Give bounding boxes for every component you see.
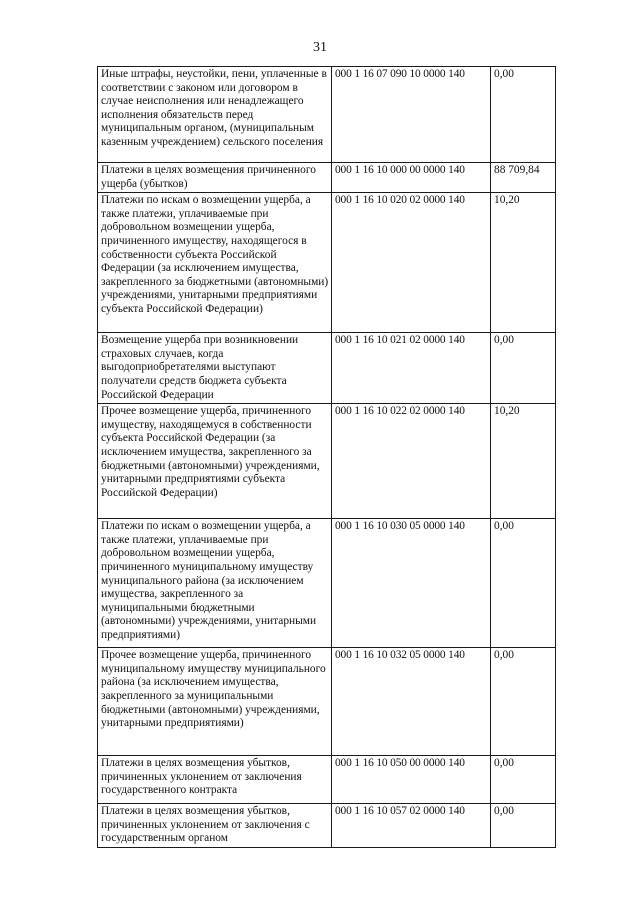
row-budget-code: 000 1 16 10 022 02 0000 140 [332,404,491,519]
row-description: Иные штрафы, неустойки, пени, уплаченные в соответствии с законом или договором в случае неисполнения или ненадлежащего исполнения обязательств перед муниципальным органом, (муниципальным казенным учреждением) сельского поселения [98,67,332,163]
row-description: Прочее возмещение ущерба, причиненного муниципальному имуществу муниципального района (за исключением имущества, закрепленного за муниципальными бюджетными (автономными) учреждениями, унитарными предприятиями) [98,648,332,756]
row-budget-code: 000 1 16 10 020 02 0000 140 [332,193,491,333]
row-amount: 10,20 [491,404,556,519]
row-amount: 88 709,84 [491,163,556,193]
row-amount: 0,00 [491,804,556,848]
table-row [98,756,556,804]
budget-revenue-table [97,66,556,848]
row-description: Платежи в целях возмещения причиненного ущерба (убытков) [98,163,332,193]
table-row [98,193,556,333]
row-amount: 10,20 [491,193,556,333]
row-amount: 0,00 [491,648,556,756]
page-number: 31 [313,40,327,55]
row-budget-code: 000 1 16 10 032 05 0000 140 [332,648,491,756]
row-amount: 0,00 [491,333,556,404]
row-description: Платежи по искам о возмещении ущерба, а также платежи, уплачиваемые при добровольном возмещении ущерба, причиненного имуществу, находящегося в собственности субъекта Российской Федерации (за исключением имущества, закрепленного за бюджетными (автономными) учреждениями, унитарными предприятиями субъекта Российской Федерации) [98,193,332,333]
table-row [98,163,556,193]
table-row [98,404,556,519]
row-description: Прочее возмещение ущерба, причиненного имуществу, находящемуся в собственности субъекта Российской Федерации (за исключением имущества, закрепленного за бюджетными (автономными) учреждениями, унитарными предприятиями субъекта Российской Федерации) [98,404,332,519]
row-budget-code: 000 1 16 10 000 00 0000 140 [332,163,491,193]
row-description: Платежи в целях возмещения убытков, причиненных уклонением от заключения государственного контракта [98,756,332,804]
row-budget-code: 000 1 16 10 057 02 0000 140 [332,804,491,848]
row-description: Возмещение ущерба при возникновении страховых случаев, когда выгодоприобретателями выступают получатели средств бюджета субъекта Российской Федерации [98,333,332,404]
row-budget-code: 000 1 16 10 030 05 0000 140 [332,519,491,648]
row-budget-code: 000 1 16 10 050 00 0000 140 [332,756,491,804]
table-row [98,67,556,163]
row-budget-code: 000 1 16 10 021 02 0000 140 [332,333,491,404]
table-row [98,648,556,756]
table-row [98,519,556,648]
table-row [98,333,556,404]
row-amount: 0,00 [491,519,556,648]
row-description: Платежи по искам о возмещении ущерба, а также платежи, уплачиваемые при добровольном возмещении ущерба, причиненного муниципальному имуществу муниципального района (за исключением имущества, закрепленного за муниципальными бюджетными (автономными) учреждениями, унитарными предприятиями) [98,519,332,648]
row-amount: 0,00 [491,756,556,804]
table-row [98,804,556,848]
row-amount: 0,00 [491,67,556,163]
row-budget-code: 000 1 16 07 090 10 0000 140 [332,67,491,163]
row-description: Платежи в целях возмещения убытков, причиненных уклонением от заключения с государственным органом [98,804,332,848]
